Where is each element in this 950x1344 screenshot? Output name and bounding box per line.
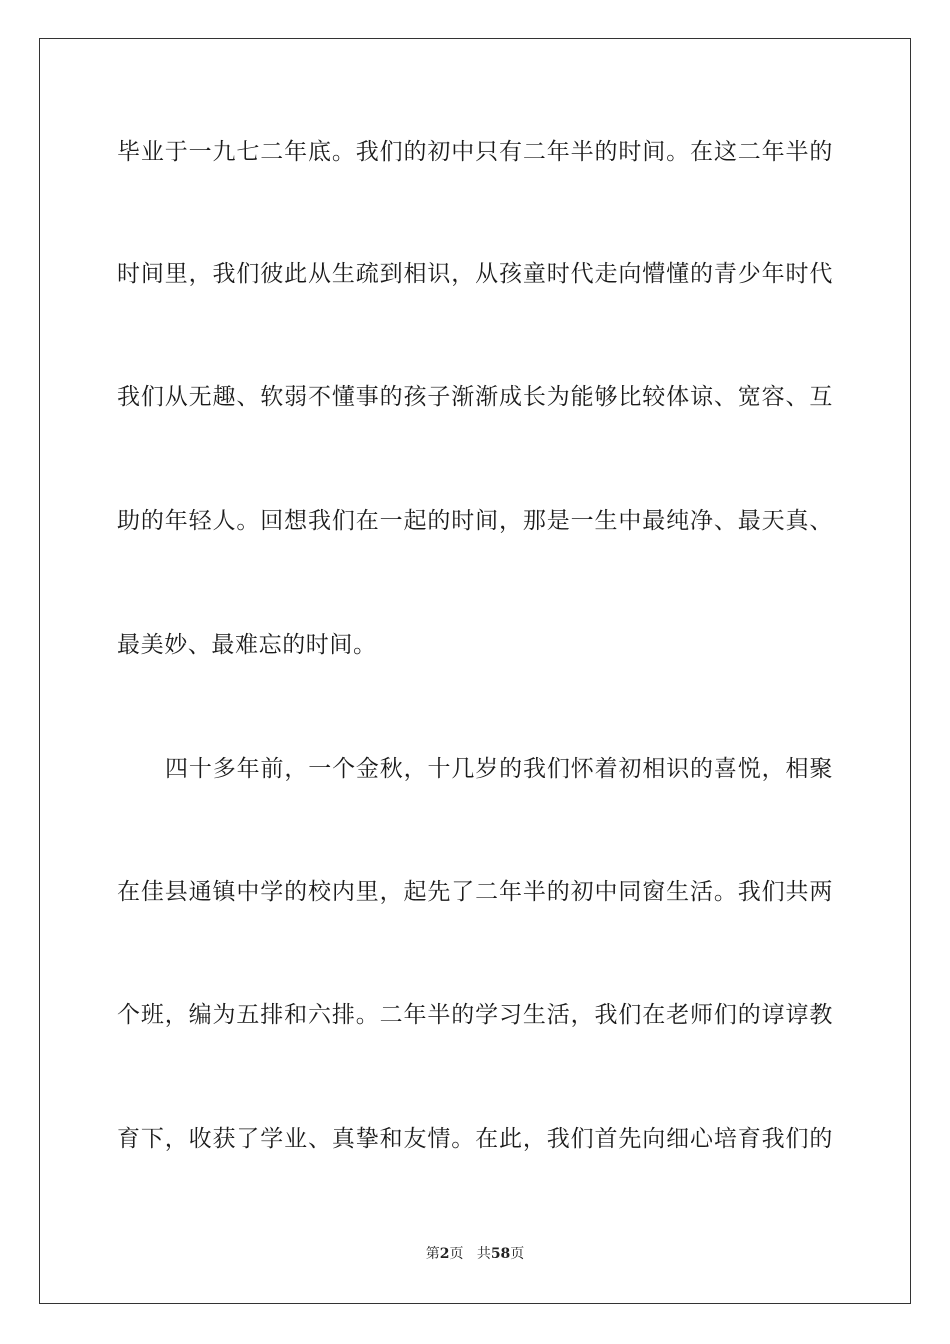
footer-total-suffix: 页	[510, 1246, 525, 1262]
text-line-4: 助的年轻人。回想我们在一起的时间，那是一生中最纯净、最天真、	[117, 508, 833, 534]
footer-page-suffix: 页	[449, 1246, 464, 1262]
text-line-2: 时间里，我们彼此从生疏到相识，从孩童时代走向懵懂的青少年时代	[117, 261, 833, 287]
footer-page-prefix: 第	[425, 1246, 440, 1262]
text-line-9: 育下，收获了学业、真挚和友情。在此，我们首先向细心培育我们的	[117, 1126, 833, 1152]
footer-total-prefix: 共	[476, 1246, 491, 1262]
text-line-1: 毕业于一九七二年底。我们的初中只有二年半的时间。在这二年半的	[117, 139, 833, 165]
text-line-8: 个班，编为五排和六排。二年半的学习生活，我们在老师们的谆谆教	[117, 1002, 833, 1028]
text-line-5: 最美妙、最难忘的时间。	[117, 632, 377, 658]
footer-total-pages: 58	[490, 1246, 511, 1262]
text-line-6: 四十多年前，一个金秋，十几岁的我们怀着初相识的喜悦，相聚	[165, 756, 833, 782]
footer-page-number: 2	[439, 1246, 450, 1262]
page-border	[39, 38, 911, 1304]
page-footer	[0, 1245, 950, 1263]
text-line-7: 在佳县通镇中学的校内里，起先了二年半的初中同窗生活。我们共两	[117, 879, 833, 905]
text-line-3: 我们从无趣、软弱不懂事的孩子渐渐成长为能够比较体谅、宽容、互	[117, 384, 833, 410]
